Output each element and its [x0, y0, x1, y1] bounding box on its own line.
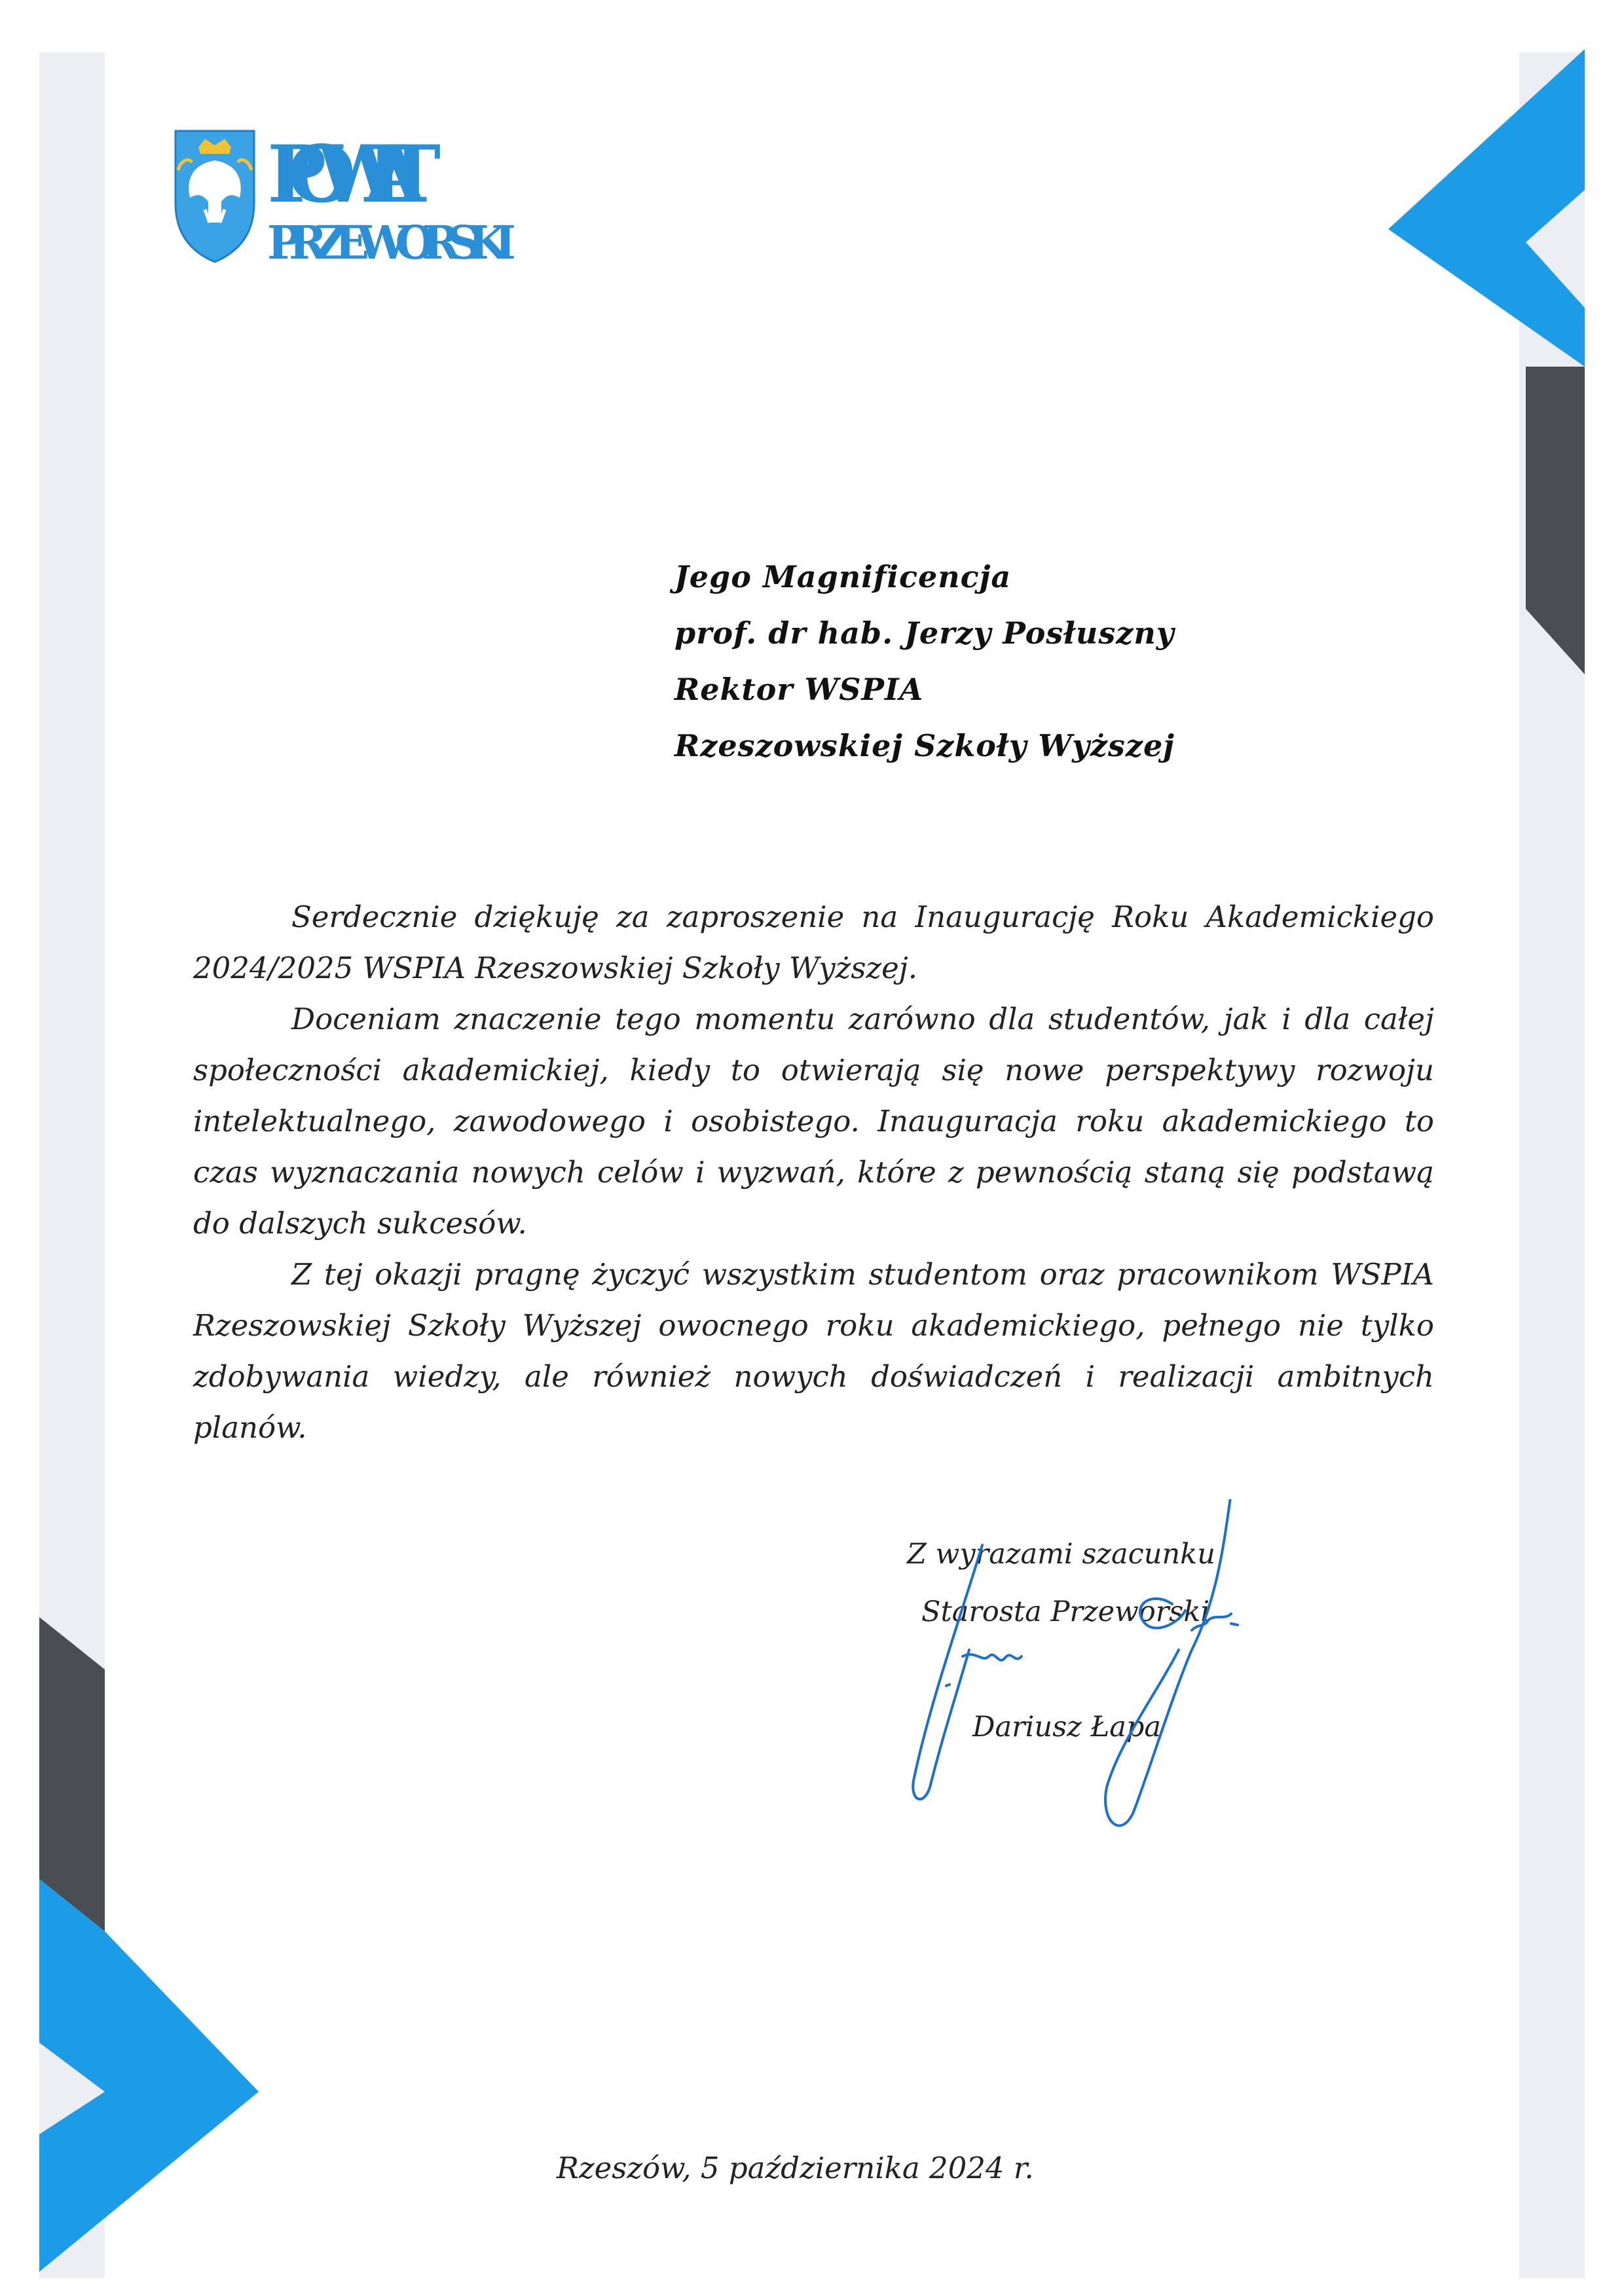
county-logo [169, 124, 536, 275]
closing-greeting: Z wyrazami szacunku [907, 1538, 1215, 1571]
bottom-left-dark-band [39, 1617, 105, 1931]
body-paragraph: Serdecznie dziękuję za zaproszenie na Inaugurację Roku Akademickiego 2024/2025 WSPIA Rzeszowskiej Szkoły Wyższej. [193, 900, 1434, 985]
recipient-line-name: prof. dr hab. Jerzy Posłuszny [674, 615, 1175, 651]
top-right-chevron-blue [1388, 49, 1585, 367]
coat-of-arms-icon [175, 131, 254, 262]
body-paragraph: Doceniam znaczenie tego momentu zarówno dla studentów, jak i dla całej społeczności akademickiej, kiedy to otwierają się nowe perspektywy rozwoju intelektualnego, zawodowego i osobistego. Inauguracja roku akademickiego to czas wyznaczania nowych celów i wyzwań, które z pewnością staną się podstawą do dalszych sukcesów. [193, 1002, 1434, 1241]
body-paragraph: Z tej okazji pragnę życzyć wszystkim studentom oraz pracownikom WSPIA Rzeszowskiej Szkoły Wyższej owocnego roku akademickiego, pełnego nie tylko zdobywania wiedzy, ale również nowych doświadczeń i realizacji ambitnych planów. [193, 1257, 1434, 1445]
svg-text:PRZEWORSKI: PRZEWORSKI [267, 215, 516, 270]
svg-text:POWIAT: POWIAT [267, 128, 441, 221]
recipient-line-position: Rektor WSPIA [674, 672, 924, 707]
recipient-line-institution: Rzeszowskiej Szkoły Wyższej [674, 728, 1175, 763]
logo-wordmark [267, 128, 516, 270]
letter-body [193, 892, 1434, 1453]
handwritten-signature-icon [884, 1499, 1277, 1866]
recipient-address [674, 549, 1526, 774]
signatory-title: Starosta Przeworski [921, 1595, 1210, 1628]
signatory-name: Dariusz Łapa [972, 1711, 1162, 1743]
place-date: Rzeszów, 5 października 2024 r. [557, 2151, 1034, 2185]
recipient-line-honorific: Jego Magnificencja [674, 559, 1012, 594]
